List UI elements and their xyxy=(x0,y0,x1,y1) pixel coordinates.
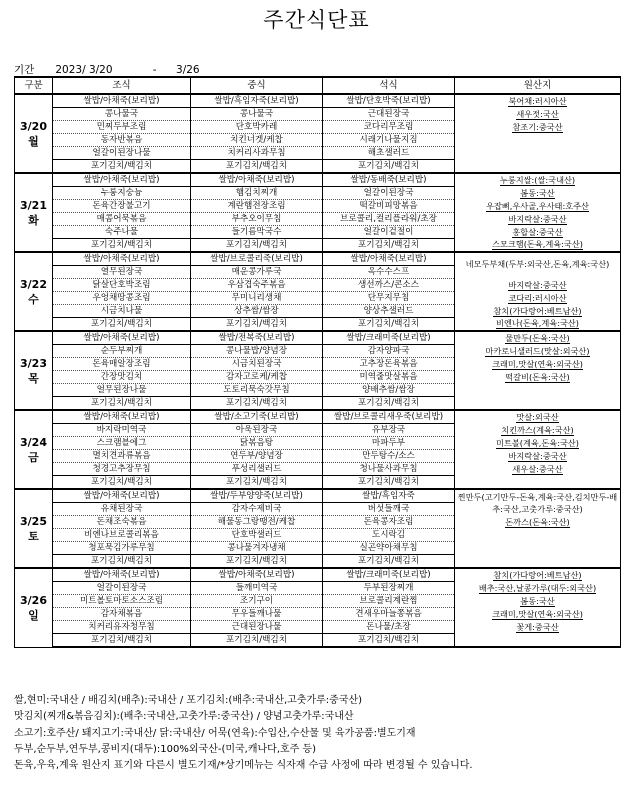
day-date: 3/26 xyxy=(20,593,47,607)
origin-cell xyxy=(455,200,621,213)
dinner-cell: 코다리무조림 xyxy=(323,121,455,134)
origin-text: 꽃게:중국산 xyxy=(516,621,559,632)
origin-cell xyxy=(455,608,621,621)
lunch-cell: 감자수제비국 xyxy=(191,503,323,516)
breakfast-cell: 닭살단호박조림 xyxy=(53,279,191,292)
origin-text: 비엔나(돈육,계육:국산) xyxy=(496,318,579,329)
period-line xyxy=(14,62,200,77)
table-row xyxy=(15,634,621,648)
breakfast-cell: 민찌두부조림 xyxy=(53,121,191,134)
page-title: 주간식단표 xyxy=(263,8,370,32)
table-row xyxy=(15,555,621,569)
origin-text: 참치(가다랑어:베트남산) xyxy=(493,305,582,316)
table-row xyxy=(15,239,621,253)
lunch-cell: 해물동그랑땡전/케찹 xyxy=(191,516,323,529)
lunch-cell: 단호박카레 xyxy=(191,121,323,134)
breakfast-cell: 스크램블에그 xyxy=(53,437,191,450)
day-weekday: 목 xyxy=(28,371,39,385)
note-line: 소고기:호주산/ 돼지고기:국내산/ 닭:국내산/ 어묵(연육):수입산,수산물 및 육가공품:별도기재 xyxy=(14,727,416,739)
origin-text: 크래미,맛살(연육:외국산) xyxy=(492,358,583,369)
origin-text: 코다리:러시아산 xyxy=(508,292,567,303)
table-row xyxy=(15,410,621,424)
breakfast-cell: 얼갈이된장나물 xyxy=(53,147,191,160)
breakfast-cell: 간장맛김치 xyxy=(53,371,191,384)
lunch-cell: 부추오이무침 xyxy=(191,213,323,226)
day-cell xyxy=(15,489,53,568)
table-row xyxy=(15,621,621,634)
period-start: 2023/ 3/20 xyxy=(55,64,113,76)
lunch-cell: 치커리사과무침 xyxy=(191,147,323,160)
table-row xyxy=(15,292,621,305)
origin-cell xyxy=(455,358,621,371)
origin-text: 물만두(돈육:국산) xyxy=(505,332,570,343)
lunch-cell: 포기김치/백김치 xyxy=(191,476,323,490)
lunch-cell: 포기김치/백김치 xyxy=(191,397,323,411)
lunch-cell: 무미니리생채 xyxy=(191,292,323,305)
origin-text: 누룽지쌀:(쌀:국내산) xyxy=(499,174,576,185)
dinner-cell: 포기김치/백김치 xyxy=(323,397,455,411)
breakfast-cell: 돈육간장불고기 xyxy=(53,200,191,213)
dinner-cell: 도시락김 xyxy=(323,529,455,542)
dinner-cell: 실곤약아채무침 xyxy=(323,542,455,555)
breakfast-cell: 감자채볶음 xyxy=(53,608,191,621)
origin-cell xyxy=(455,226,621,239)
dinner-cell: 쌀밥/단호박죽(보리밥) xyxy=(323,94,455,108)
dinner-cell: 얼갈이겉절이 xyxy=(323,226,455,239)
note-line: 맛김치(찌개&볶음김치):(배추:국내산,고춧가루:중국산) / 양념고춧가루:국내산 xyxy=(14,711,354,723)
day-date: 3/22 xyxy=(20,277,47,291)
breakfast-cell: 쌀밥/아채죽(보리밥) xyxy=(53,568,191,582)
table-row xyxy=(15,529,621,542)
dinner-cell: 마파두부 xyxy=(323,437,455,450)
breakfast-cell: 치커리유자청무침 xyxy=(53,621,191,634)
origin-cell: 네모두부채(두부:외국산,돈육,계육:국산) xyxy=(455,252,621,279)
lunch-cell: 쌀밥/브로콜리죽(보리밥) xyxy=(191,252,323,266)
meal-table-body xyxy=(15,94,621,647)
origin-cell xyxy=(455,437,621,450)
lunch-cell: 포기김치/백김치 xyxy=(191,634,323,648)
breakfast-cell: 동자반볶음 xyxy=(53,134,191,147)
breakfast-cell: 돈채조숙볶음 xyxy=(53,516,191,529)
origin-cell xyxy=(455,121,621,134)
day-cell xyxy=(15,252,53,331)
header-day: 구분 xyxy=(15,77,53,94)
table-row xyxy=(15,608,621,621)
dinner-cell: 얼갈이된장국 xyxy=(323,187,455,200)
lunch-cell: 매운콩가루국 xyxy=(191,266,323,279)
table-row xyxy=(15,318,621,332)
breakfast-cell: 비엔나브로콜리볶음 xyxy=(53,529,191,542)
origin-text: 참치(가다랑어:베트남산) xyxy=(493,569,582,580)
lunch-cell: 조기구이 xyxy=(191,595,323,608)
lunch-cell: 쌀밥/아채죽(보리밥) xyxy=(191,173,323,187)
table-row xyxy=(15,213,621,226)
origin-text: 스모크햄(돈육,계육:국산) xyxy=(492,239,583,250)
origin-text: 봄동:국산 xyxy=(520,595,555,606)
origin-cell xyxy=(455,187,621,200)
breakfast-cell: 청경고추장무침 xyxy=(53,463,191,476)
lunch-cell: 도토리묵숙갓무침 xyxy=(191,384,323,397)
dinner-cell: 고추장돈육볶음 xyxy=(323,358,455,371)
origin-cell xyxy=(455,397,621,411)
breakfast-cell: 포기김치/백김치 xyxy=(53,318,191,332)
dinner-cell: 만두탕수/소스 xyxy=(323,450,455,463)
table-row xyxy=(15,187,621,200)
breakfast-cell: 포기김치/백김치 xyxy=(53,239,191,253)
breakfast-cell: 누룽지숭늉 xyxy=(53,187,191,200)
lunch-cell: 우삼겹숙주볶음 xyxy=(191,279,323,292)
lunch-cell: 감자고로케/케찹 xyxy=(191,371,323,384)
breakfast-cell: 포기김치/백김치 xyxy=(53,634,191,648)
table-row xyxy=(15,450,621,463)
dinner-cell: 두부된장찌개 xyxy=(323,582,455,595)
origin-cell xyxy=(455,463,621,476)
origin-cell xyxy=(455,173,621,187)
origin-cell xyxy=(455,108,621,121)
lunch-cell: 쌀밥/흑임자죽(보리밥) xyxy=(191,94,323,108)
origin-cell xyxy=(455,94,621,108)
header-origin: 원산지 xyxy=(455,77,621,94)
lunch-cell: 포기김치/백김치 xyxy=(191,160,323,174)
day-weekday: 금 xyxy=(28,450,39,464)
lunch-cell: 쌀밥/아채죽(보리밥) xyxy=(191,568,323,582)
origin-cell xyxy=(455,239,621,253)
day-cell xyxy=(15,173,53,252)
day-weekday: 수 xyxy=(28,292,39,306)
lunch-cell: 닭볶음탕 xyxy=(191,437,323,450)
dinner-cell: 생선까스/콘소스 xyxy=(323,279,455,292)
origin-cell xyxy=(455,595,621,608)
origin-cell xyxy=(455,476,621,490)
table-row xyxy=(15,476,621,490)
origin-text: 바지락살:중국산 xyxy=(508,450,567,461)
note-line: 쌀,현미:국내산 / 배김치(배추):국내산 / 포기김치:(배추:국내산,고춧가루:중국산) xyxy=(14,695,363,706)
table-row xyxy=(15,358,621,371)
day-cell xyxy=(15,568,53,647)
dinner-cell: 돈육콩자조림 xyxy=(323,516,455,529)
dinner-cell: 포기김치/백김치 xyxy=(323,318,455,332)
origin-cell xyxy=(455,318,621,332)
breakfast-cell: 쌀밥/아채죽(보리밥) xyxy=(53,173,191,187)
breakfast-cell: 포기김치/백김치 xyxy=(53,160,191,174)
dinner-cell: 포기김치/백김치 xyxy=(323,476,455,490)
day-weekday: 토 xyxy=(28,529,39,543)
note-line: 두부,순두부,연두부,콩비지(대두):100%외국산-(미국,캐나다,호주 등) xyxy=(14,743,317,755)
dinner-cell: 청나물사과무침 xyxy=(323,463,455,476)
dinner-cell: 견새우마늘쫑볶음 xyxy=(323,608,455,621)
breakfast-cell: 콩나물국 xyxy=(53,108,191,121)
dinner-cell: 버섯들깨국 xyxy=(323,503,455,516)
breakfast-cell: 쌀밥/아채죽(보리밥) xyxy=(53,331,191,345)
day-cell xyxy=(15,94,53,173)
lunch-cell: 푸성리샐러드 xyxy=(191,463,323,476)
origin-text: 마카로니샐러드(맛살:외국산) xyxy=(485,345,590,356)
breakfast-cell: 청포묵김가루무침 xyxy=(53,542,191,555)
origin-cell xyxy=(455,450,621,463)
day-weekday: 월 xyxy=(28,134,39,148)
origin-text: 배추:국산,날콩가루(대두:외국산) xyxy=(478,582,597,593)
breakfast-cell: 얼무된장나물 xyxy=(53,384,191,397)
breakfast-cell: 포기김치/백김치 xyxy=(53,397,191,411)
table-row xyxy=(15,134,621,147)
day-date: 3/20 xyxy=(20,119,47,133)
origin-cell xyxy=(455,147,621,160)
lunch-cell: 단호박샐러드 xyxy=(191,529,323,542)
dinner-cell: 감자양파국 xyxy=(323,345,455,358)
origin-cell xyxy=(455,582,621,595)
origin-text: 바지락살:중국산 xyxy=(508,213,567,224)
table-row xyxy=(15,397,621,411)
breakfast-cell: 포기김치/백김치 xyxy=(53,555,191,569)
dinner-cell: 돈나물/초장 xyxy=(323,621,455,634)
dinner-cell: 시래기나물지짐 xyxy=(323,134,455,147)
dinner-cell: 근대된장국 xyxy=(323,108,455,121)
header-breakfast: 조식 xyxy=(53,77,191,94)
lunch-cell: 들깨미역국 xyxy=(191,582,323,595)
table-row xyxy=(15,568,621,582)
lunch-cell: 무우들깨나물 xyxy=(191,608,323,621)
dinner-cell: 쌀밥/크래미죽(보리밥) xyxy=(323,568,455,582)
dinner-cell: 쌀밥/브로콜리새우죽(보리밥) xyxy=(323,410,455,424)
dinner-cell: 포기김치/백김치 xyxy=(323,634,455,648)
breakfast-cell: 포기김치/백김치 xyxy=(53,476,191,490)
breakfast-cell: 시금치나물 xyxy=(53,305,191,318)
origin-text: 새우살:중국산 xyxy=(512,463,563,474)
origin-text: 돈까스(돈육:국산) xyxy=(505,516,570,527)
origin-cell xyxy=(455,345,621,358)
origin-cell xyxy=(455,410,621,424)
origin-cell: 찐만두(고기만두-돈육,계육:국산,김치만두-배추:국산,고춧가루:중국산) xyxy=(455,489,621,516)
header-dinner: 석식 xyxy=(323,77,455,94)
table-row xyxy=(15,147,621,160)
lunch-cell: 쌀밥/전복죽(보리밥) xyxy=(191,331,323,345)
table-row xyxy=(15,160,621,174)
dinner-cell: 양상추샐러드 xyxy=(323,305,455,318)
origin-text: 크래미,맛살(연육:외국산) xyxy=(492,608,583,619)
breakfast-cell: 열무된장국 xyxy=(53,266,191,279)
dinner-cell: 포기김치/백김치 xyxy=(323,160,455,174)
origin-text: 치킨까스(계육:국산) xyxy=(501,424,574,435)
day-date: 3/21 xyxy=(20,198,47,212)
origin-text: 맛살:외국산 xyxy=(516,411,559,422)
origin-cell xyxy=(455,331,621,345)
origin-cell xyxy=(455,134,621,147)
table-row xyxy=(15,121,621,134)
table-row xyxy=(15,371,621,384)
day-date: 3/23 xyxy=(20,356,47,370)
dinner-cell: 유부장국 xyxy=(323,424,455,437)
day-cell xyxy=(15,331,53,410)
lunch-cell: 포기김치/백김치 xyxy=(191,555,323,569)
table-row xyxy=(15,108,621,121)
lunch-cell: 아욱된장국 xyxy=(191,424,323,437)
table-row xyxy=(15,173,621,187)
breakfast-cell: 유채된장국 xyxy=(53,503,191,516)
origin-cell xyxy=(455,160,621,174)
breakfast-cell: 숙주나물 xyxy=(53,226,191,239)
dinner-cell: 쌀밥/크래미죽(보리밥) xyxy=(323,331,455,345)
table-row xyxy=(15,345,621,358)
dinner-cell: 브로콜리계란찜 xyxy=(323,595,455,608)
period-dash: - xyxy=(152,64,157,76)
table-row xyxy=(15,437,621,450)
origin-cell xyxy=(455,542,621,555)
breakfast-cell: 미트볼토마토소스조림 xyxy=(53,595,191,608)
dinner-cell: 양배추쌈/쌈장 xyxy=(323,384,455,397)
dinner-cell: 쌀밥/동배죽(보리밥) xyxy=(323,173,455,187)
origin-cell xyxy=(455,279,621,292)
table-row xyxy=(15,226,621,239)
breakfast-cell: 쌀밥/아채죽(보리밥) xyxy=(53,94,191,108)
lunch-cell: 햄김치찌개 xyxy=(191,187,323,200)
breakfast-cell: 쌀밥/아채죽(보리밥) xyxy=(53,489,191,503)
lunch-cell: 들기름막국수 xyxy=(191,226,323,239)
dinner-cell: 옥수수스프 xyxy=(323,266,455,279)
day-date: 3/25 xyxy=(20,514,47,528)
day-weekday: 화 xyxy=(28,213,39,227)
lunch-cell: 쌀밥/소고기죽(보리밥) xyxy=(191,410,323,424)
table-row xyxy=(15,424,621,437)
origin-text: 바지락살:중국산 xyxy=(508,279,567,290)
table-row xyxy=(15,516,621,529)
origin-text: 북어채:러시아산 xyxy=(508,95,567,106)
dinner-cell: 쌀밥/흑임자죽 xyxy=(323,489,455,503)
origin-text: 떡갈비(돈육:국산) xyxy=(505,371,570,382)
origin-cell xyxy=(455,568,621,582)
breakfast-cell: 순두부찌개 xyxy=(53,345,191,358)
origin-cell xyxy=(455,529,621,542)
lunch-cell: 상추쌈/쌈장 xyxy=(191,305,323,318)
origin-cell xyxy=(455,634,621,648)
origin-cell xyxy=(455,621,621,634)
lunch-cell: 쌀밥/두부양양죽(보리밥) xyxy=(191,489,323,503)
breakfast-cell: 쌀밥/아채죽(보리밥) xyxy=(53,410,191,424)
dinner-cell: 쌀밥/아채죽(보리밥) xyxy=(323,252,455,266)
origin-cell xyxy=(455,516,621,529)
origin-text: 새우젓:국산 xyxy=(516,108,559,119)
meal-table xyxy=(14,76,621,648)
lunch-cell: 콩나물겨자냉채 xyxy=(191,542,323,555)
dinner-cell: 포기김치/백김치 xyxy=(323,555,455,569)
header-lunch: 중식 xyxy=(191,77,323,94)
dinner-cell: 해초샐러드 xyxy=(323,147,455,160)
table-row xyxy=(15,463,621,476)
dinner-cell: 단무지무침 xyxy=(323,292,455,305)
notes xyxy=(14,693,624,774)
lunch-cell: 시금치된장국 xyxy=(191,358,323,371)
day-date: 3/24 xyxy=(20,435,47,449)
origin-text: 우잡뼈,우사골,우사태:호주산 xyxy=(486,200,589,211)
table-row xyxy=(15,331,621,345)
lunch-cell: 근대된장나물 xyxy=(191,621,323,634)
table-row xyxy=(15,582,621,595)
breakfast-cell: 쌀밥/아채죽(보리밥) xyxy=(53,252,191,266)
breakfast-cell: 멸치견과류볶음 xyxy=(53,450,191,463)
dinner-cell: 포기김치/백김치 xyxy=(323,239,455,253)
period-label: 기간 xyxy=(14,64,35,76)
origin-cell xyxy=(455,305,621,318)
dinner-cell: 브로콜리,컬리플라워/초장 xyxy=(323,213,455,226)
origin-text: 홍합살:중국산 xyxy=(512,226,563,237)
origin-cell xyxy=(455,292,621,305)
table-row xyxy=(15,595,621,608)
origin-text: 봄동:국산 xyxy=(520,187,555,198)
origin-cell xyxy=(455,424,621,437)
lunch-cell: 치킨너겟/케찹 xyxy=(191,134,323,147)
lunch-cell: 계란햄전장조림 xyxy=(191,200,323,213)
origin-cell xyxy=(455,555,621,569)
table-row xyxy=(15,305,621,318)
table-row xyxy=(15,94,621,108)
table-row xyxy=(15,542,621,555)
table-row xyxy=(15,200,621,213)
dinner-cell: 미역줄맛살볶음 xyxy=(323,371,455,384)
note-line: 돈육,우육,계육 원산지 표기와 다른시 별도기재/*상기메뉴는 식자재 수급 사정에 따라 변경될 수 있습니다. xyxy=(14,760,473,772)
breakfast-cell: 얼갈이된장국 xyxy=(53,582,191,595)
origin-cell xyxy=(455,371,621,384)
lunch-cell: 포기김치/백김치 xyxy=(191,239,323,253)
origin-cell xyxy=(455,213,621,226)
day-weekday: 일 xyxy=(28,608,39,622)
origin-cell xyxy=(455,384,621,397)
table-row xyxy=(15,279,621,292)
breakfast-cell: 바지락미역국 xyxy=(53,424,191,437)
lunch-cell: 연두부/양념장 xyxy=(191,450,323,463)
lunch-cell: 콩나물밥/양념장 xyxy=(191,345,323,358)
lunch-cell: 콩나물국 xyxy=(191,108,323,121)
period-end: 3/26 xyxy=(176,64,200,76)
day-cell xyxy=(15,410,53,489)
lunch-cell: 포기김치/백김치 xyxy=(191,318,323,332)
table-row xyxy=(15,489,621,503)
breakfast-cell: 돈육매알장조림 xyxy=(53,358,191,371)
origin-text: 참조기:중국산 xyxy=(512,121,563,132)
table-row xyxy=(15,384,621,397)
table-row xyxy=(15,252,621,266)
breakfast-cell: 매콤어묵볶음 xyxy=(53,213,191,226)
origin-text: 미트볼(계육,돈육:국산) xyxy=(496,437,579,448)
dinner-cell: 떡갈비피망볶음 xyxy=(323,200,455,213)
breakfast-cell: 우엉채땅콩조림 xyxy=(53,292,191,305)
